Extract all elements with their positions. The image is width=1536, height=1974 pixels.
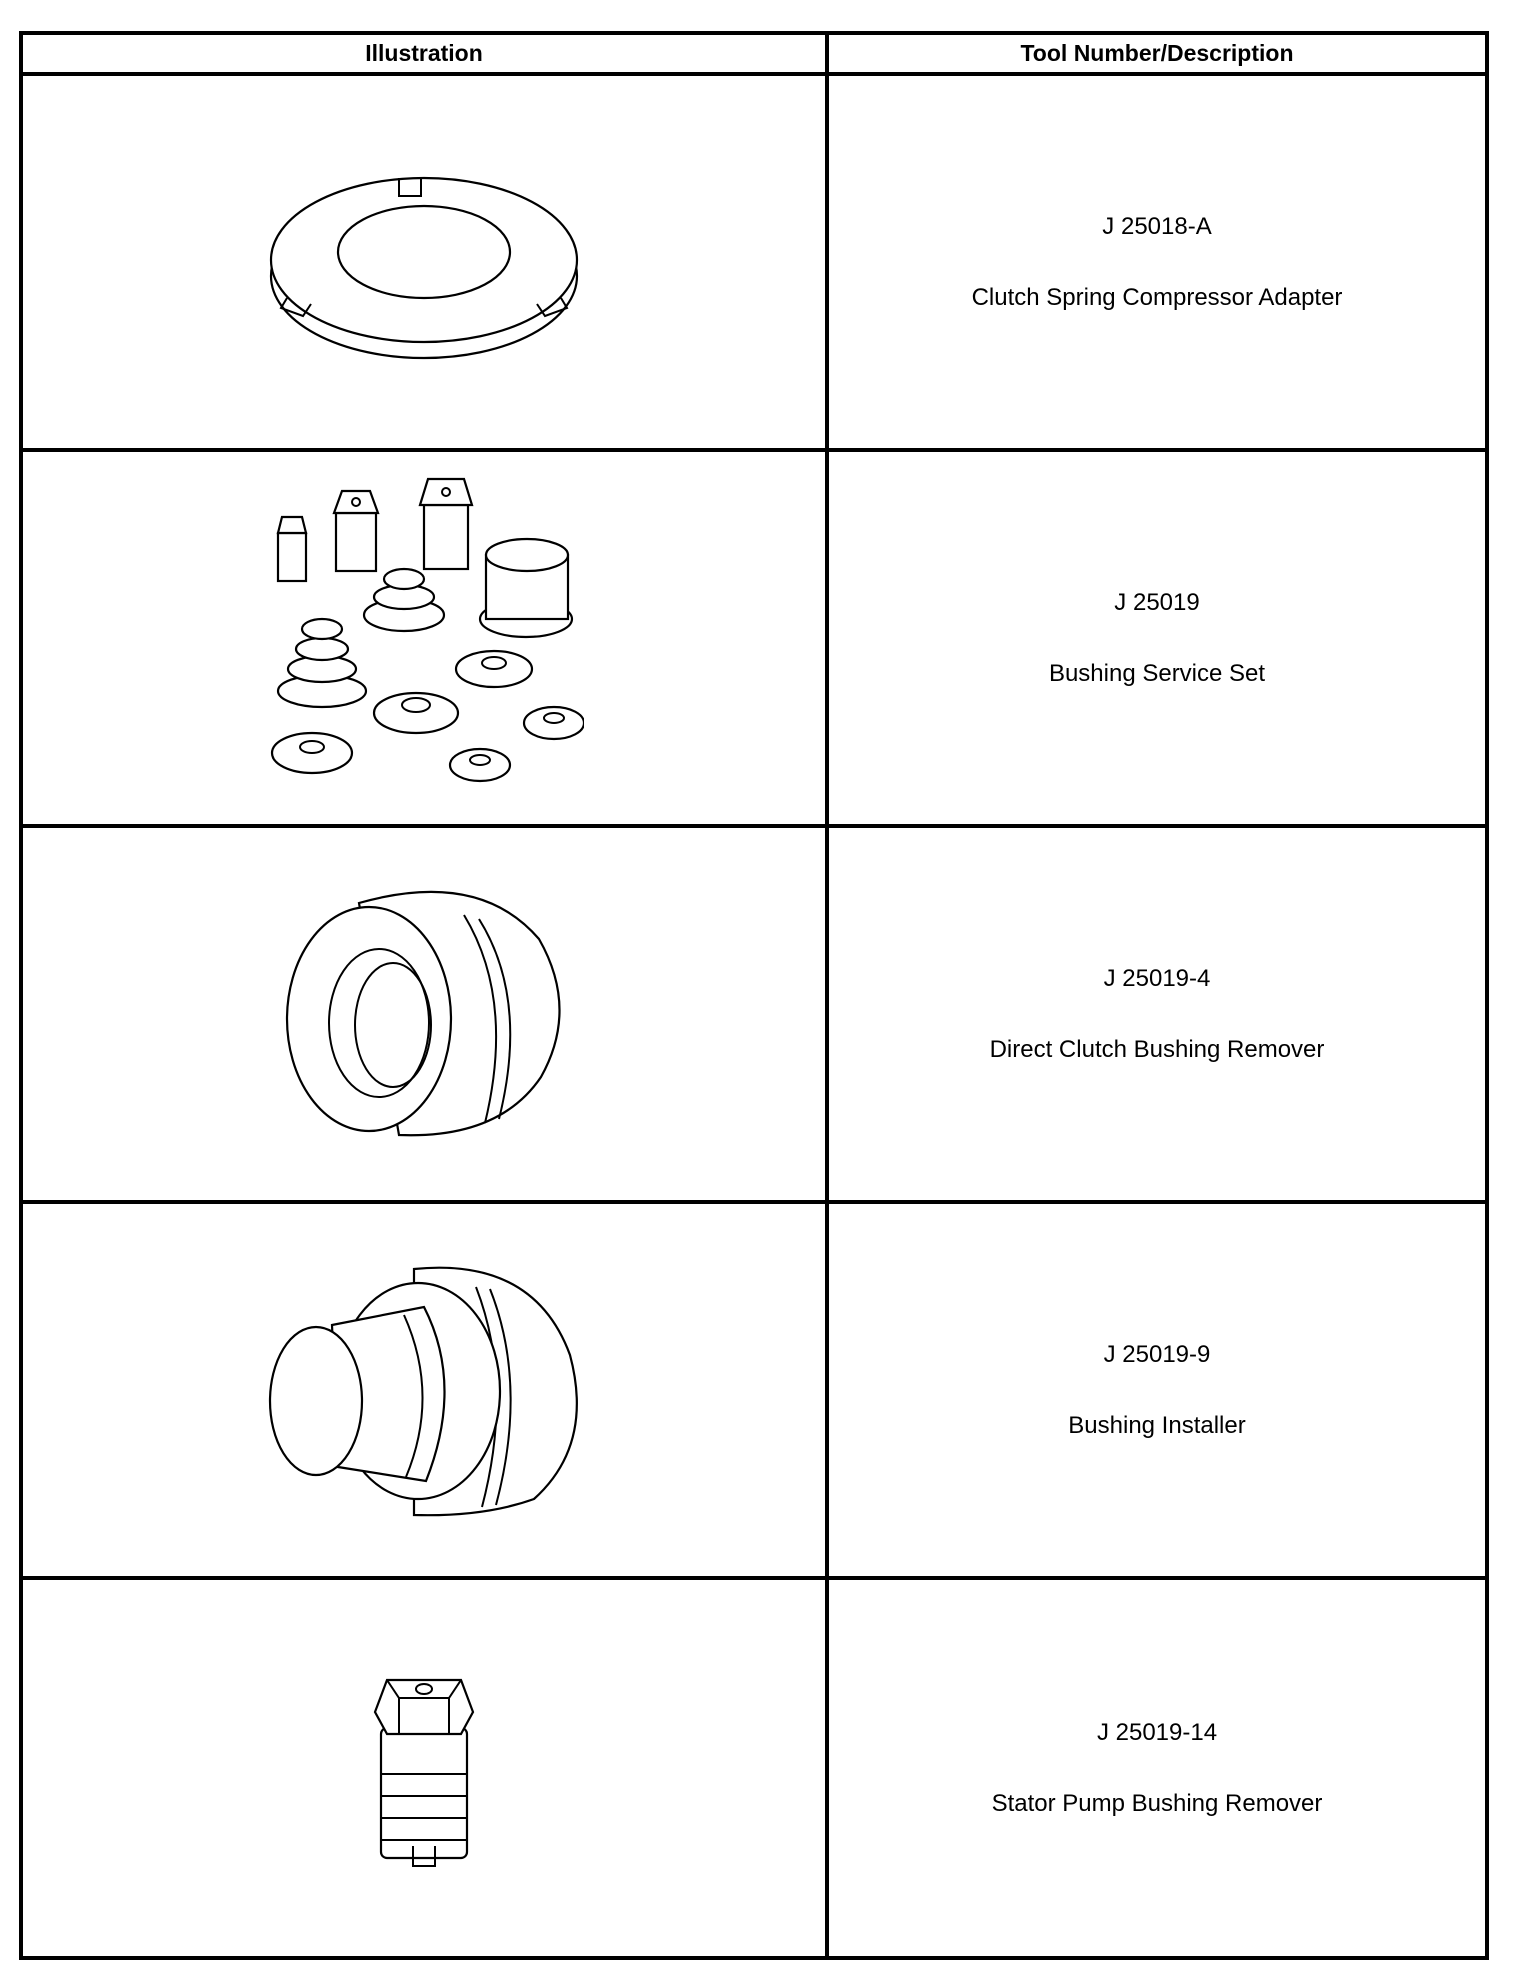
table-row [21,1202,1487,1578]
tool-number: J 25018-A [1102,212,1212,240]
tool-number: J 25019-9 [1103,1340,1211,1368]
clutch-spring-compressor-adapter-icon [259,152,589,372]
description-cell [827,450,1487,826]
tool-number: J 25019-14 [1096,1718,1218,1746]
header-tool-description: Tool Number/Description [827,33,1487,74]
illustration-cell [21,826,827,1202]
stator-pump-bushing-remover-icon [369,1668,479,1868]
bushing-installer-icon [264,1255,584,1525]
description-cell [827,826,1487,1202]
bushing-service-set-icon [264,473,584,803]
tool-number: J 25019-4 [1103,964,1211,992]
tool-description: Bushing Installer [1068,1411,1246,1439]
table-row [21,450,1487,826]
description-cell [827,74,1487,450]
table-header-row [21,33,1487,74]
illustration-cell [21,74,827,450]
description-cell [827,1578,1487,1958]
table-row [21,826,1487,1202]
table-row [21,1578,1487,1958]
illustration-cell [21,1578,827,1958]
table-row [21,74,1487,450]
tool-description: Clutch Spring Compressor Adapter [971,283,1343,311]
direct-clutch-bushing-remover-icon [279,879,569,1149]
header-illustration: Illustration [21,33,827,74]
tool-description: Stator Pump Bushing Remover [991,1789,1323,1817]
tool-number: J 25019 [1114,588,1200,616]
tool-description: Direct Clutch Bushing Remover [989,1035,1325,1063]
illustration-cell [21,1202,827,1578]
tool-description: Bushing Service Set [1048,659,1266,687]
description-cell [827,1202,1487,1578]
tools-table [19,31,1489,1960]
illustration-cell [21,450,827,826]
